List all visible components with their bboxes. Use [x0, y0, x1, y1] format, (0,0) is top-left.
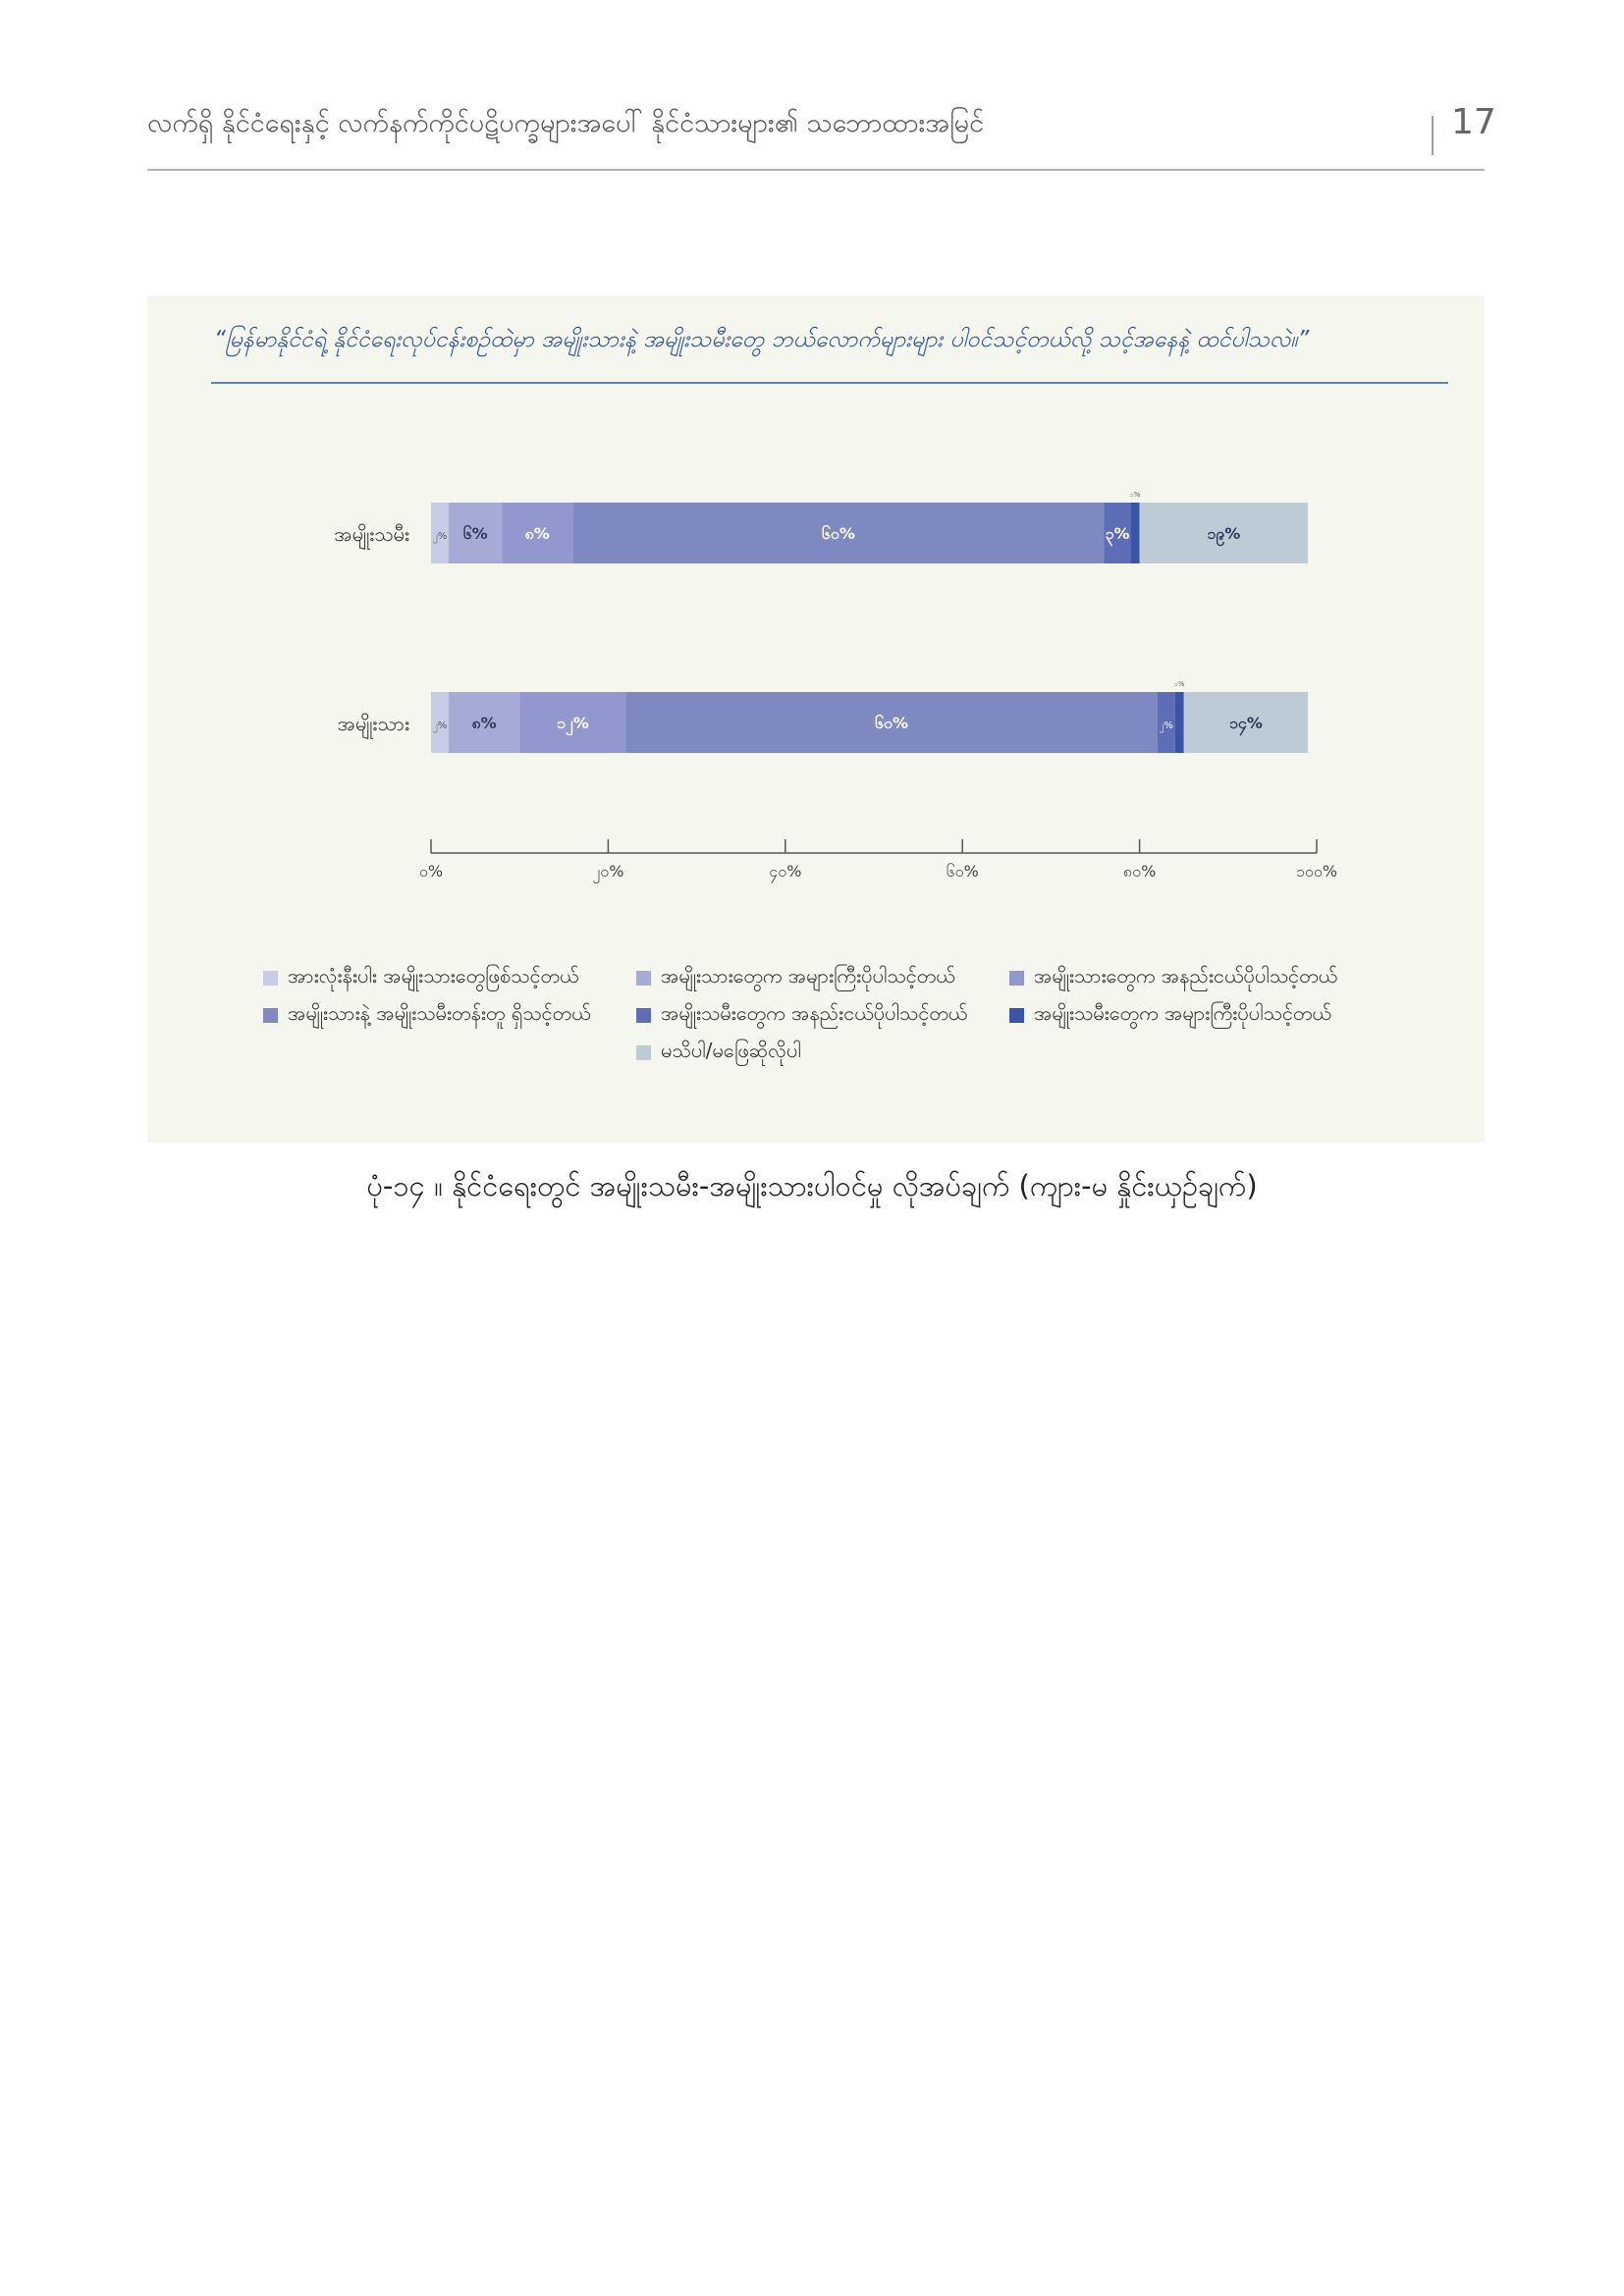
x-tick-label: ၄၀%	[769, 862, 802, 881]
data-label: ၁၂%	[556, 714, 589, 732]
data-label: ၈%	[471, 714, 497, 732]
legend-item	[636, 1038, 801, 1067]
data-label: ၁%	[1173, 680, 1185, 688]
legend-item	[636, 963, 955, 992]
legend-item	[263, 1000, 591, 1030]
data-label: ၆%	[462, 524, 488, 543]
bar-segment	[1175, 692, 1184, 753]
legend-label: အမျိုးသားတွေက အနည်းငယ်ပိုပါသင့်တယ်	[1034, 964, 1338, 988]
legend-label: အမျိုးသမီးတွေက အနည်းငယ်ပိုပါသင့်တယ်	[661, 1001, 968, 1025]
legend-label: အမျိုးသမီးတွေက အများကြီးပိုပါသင့်တယ်	[1034, 1001, 1331, 1025]
legend-label: အမျိုးသားတွေက အများကြီးပိုပါသင့်တယ်	[661, 964, 955, 988]
category-label: အမျိုးသား	[337, 712, 409, 735]
legend-item	[263, 963, 578, 992]
legend-item	[1009, 963, 1337, 992]
figure-panel	[147, 295, 1485, 1143]
x-tick-label: ၈၀%	[1122, 862, 1157, 881]
page-number: 17	[1451, 102, 1496, 142]
legend-swatch	[263, 971, 278, 986]
bar-segment	[1131, 503, 1140, 563]
legend-swatch	[263, 1008, 278, 1023]
legend-swatch	[1009, 1008, 1024, 1023]
x-tick-label: ၁၀၀%	[1295, 862, 1338, 881]
legend-item	[636, 1000, 967, 1030]
data-label: ၆၀%	[821, 524, 855, 543]
data-label: ၈%	[524, 524, 550, 543]
legend-swatch	[636, 971, 651, 986]
legend-label: အမျိုးသားနဲ့ အမျိုးသမီးတန်းတူ ရှိသင့်တယ်	[288, 1001, 591, 1025]
data-label: ၁၉%	[1207, 524, 1241, 543]
legend-item	[1009, 1000, 1331, 1030]
x-tick-label: ၀%	[418, 862, 444, 881]
data-label: ၃%	[1105, 524, 1130, 543]
legend-swatch	[636, 1045, 651, 1060]
legend-swatch	[1009, 971, 1024, 986]
running-header: လက်ရှိ နိုင်ငံရေးနှင့် လက်နက်ကိုင်ပဋိပက္ခများအပေါ် နိုင်ငံသားများ၏ သဘောထားအမြင်	[147, 108, 985, 138]
data-label: ၂%	[1159, 721, 1173, 731]
category-label: အမျိုးသမီး	[334, 522, 409, 546]
legend-swatch	[636, 1008, 651, 1023]
header-rule	[147, 169, 1485, 171]
legend-label: အားလုံးနီးပါး အမျိုးသားတွေဖြစ်သင့်တယ်	[288, 964, 579, 988]
x-tick-label: ၆၀%	[946, 862, 979, 881]
data-label: ၂%	[432, 721, 448, 731]
data-label: ၂%	[432, 531, 448, 542]
header-separator	[1432, 116, 1434, 155]
x-tick-label: ၂၀%	[592, 862, 624, 881]
survey-question: “မြန်မာနိုင်ငံရဲ့ နိုင်ငံရေးလုပ်ငန်းစဉ်ထဲမှာ အမျိုးသားနဲ့ အမျိုးသမီးတွေ ဘယ်လောက်များများ ပါဝင်သင့်တယ်လို့ သင့်အနေနဲ့ ထင်ပါသလဲ။”	[214, 327, 1310, 352]
stacked-bar-chart	[147, 295, 1485, 963]
data-label: ၁၄%	[1228, 714, 1263, 732]
figure-caption: ပုံ-၁၄ ။ နိုင်ငံရေးတွင် အမျိုးသမီး-အမျိုးသားပါဝင်မှု လိုအပ်ချက် (ကျား-မ နှိုင်းယှဉ်ချက်)	[366, 1169, 1258, 1202]
legend-label: မသိပါ/မဖြေဆိုလိုပါ	[661, 1039, 801, 1062]
data-label: ၆၀%	[875, 714, 909, 732]
data-label: ၁%	[1129, 491, 1141, 499]
